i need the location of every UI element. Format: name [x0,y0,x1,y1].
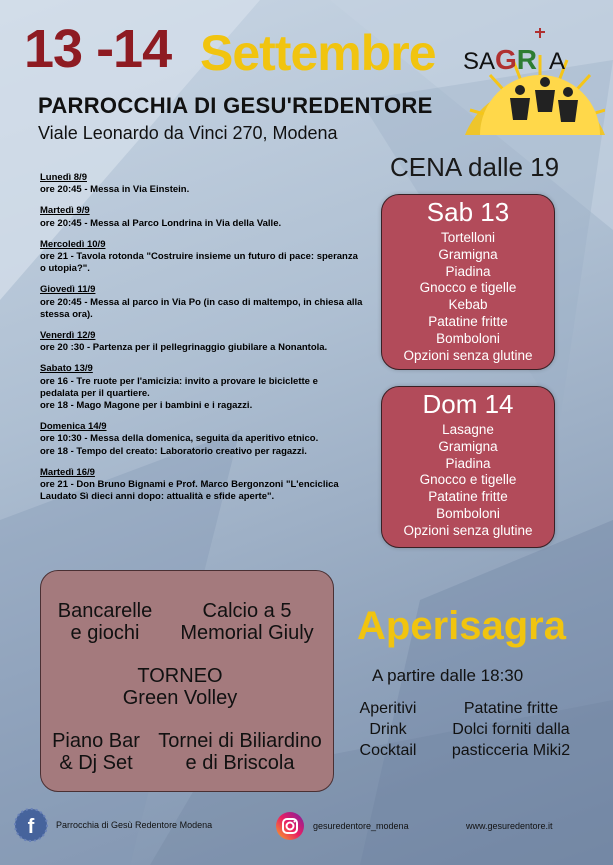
event-day: Mercoledì 10/9 [40,238,106,250]
menu-item: Bomboloni [436,505,500,521]
menu-item: Patatine fritte [428,313,508,329]
event-item [40,363,375,412]
event-day: Martedì 16/9 [40,466,95,478]
logo-a: A [549,48,566,75]
event-item [40,330,375,354]
menu-item: Lasagne [442,422,494,437]
facebook-label: Parrocchia di Gesù Redentore Modena [56,820,213,830]
aperisagra-item: pasticceria Miki2 [451,742,571,759]
event-item [40,172,375,196]
menu-item: Piadina [445,455,491,471]
menu-item: Opzioni senza glutine [403,522,533,538]
event-day: Lunedì 8/9 [40,172,87,183]
menu-item: Piadina [445,263,491,279]
aperisagra-item: Patatine fritte [463,700,559,717]
menu-item: Gnocco e tigelle [419,472,517,488]
cena-title: CENA dalle 19 [390,152,560,182]
activity-line: e di Briscola [185,752,295,774]
event-item [40,467,375,504]
menu-item: Patatine fritte [428,489,508,505]
aperisagra-col-1 [348,698,428,761]
aperisagra-item: Dolci forniti dalla [452,721,570,738]
aperisagra-title: Aperisagra [357,604,566,648]
sagra-logo [455,20,605,135]
menu-item: Opzioni senza glutine [403,347,533,363]
activity-line: Bancarelle [57,600,153,622]
sun-icon [455,20,605,135]
event-item [40,421,375,458]
svg-text:f: f [27,816,35,838]
event-item [40,239,375,276]
aperisagra-item: Cocktail [359,742,417,759]
menu-item: Kebab [448,297,488,313]
logo-g: G [495,44,517,75]
parish-name: PARROCCHIA DI GESU'REDENTORE [38,93,433,118]
logo-sa: SA [463,48,496,75]
aperisagra-item: Drink [369,721,407,738]
menu-item: Gnocco e tigelle [419,280,517,296]
instagram-icon [275,811,305,841]
activity-line: TORNEO [137,665,223,687]
event-line: ore 16 - Tre ruote per l'amicizia: invito a provare le biciclette e [40,375,318,387]
activity-tornei [150,730,330,774]
menu-sab [381,194,555,370]
event-day: Giovedì 11/9 [40,284,96,296]
date-numbers: 13 -14 [24,19,172,79]
event-line: o utopia?". [40,263,90,275]
event-item [40,205,375,229]
event-line: ore 10:30 - Messa della domenica, seguita da aperitivo etnico. [40,433,319,445]
website-link[interactable]: www.gesuredentore.it [466,821,553,831]
menu-dom-title: Dom 14 [422,389,514,419]
events-list [40,172,375,512]
activity-line: & Dj Set [59,752,133,774]
event-line: ore 20 :30 - Partenza per il pellegrinaggio giubilare a Nonantola. [40,342,328,354]
event-item [40,284,375,321]
activity-pianobar [46,730,146,774]
event-line: ore 18 - Mago Magone per i bambini e i ragazzi. [40,400,253,412]
event-day: Venerdì 12/9 [40,330,96,342]
event-line: ore 20:45 - Messa al Parco Londrina in Via della Valle. [40,217,282,229]
event-line: stessa ora). [40,308,93,320]
aperisagra-col-2 [436,698,586,761]
activity-bancarelle [50,600,160,644]
facebook-link[interactable] [14,808,212,842]
activity-line: Memorial Giuly [180,622,314,644]
aperisagra-item: Aperitivi [359,700,417,717]
menu-item: Tortelloni [440,230,496,245]
activity-torneo [110,665,250,709]
event-line: ore 18 - Tempo del creato: Laboratorio creativo per ragazzi. [40,445,307,457]
instagram-label: gesuredentore_modena [313,821,409,831]
event-day: Domenica 14/9 [40,421,107,433]
instagram-link[interactable] [275,810,409,842]
date-month: Settembre [200,25,436,81]
activity-line: Green Volley [122,687,238,709]
aperisagra-subtitle: A partire dalle 18:30 [372,666,524,685]
event-line: ore 21 - Tavola rotonda "Costruire insieme un futuro di pace: speranza [40,251,358,263]
activity-calcio [172,600,322,644]
event-line: pedalata per il quartiere. [40,387,150,399]
event-line: Laudato Sì dieci anni dopo: attualità e sfide aperte". [40,491,275,503]
facebook-icon [14,808,48,842]
menu-item: Gramigna [438,246,498,262]
event-day: Sabato 13/9 [40,363,93,375]
event-line: ore 21 - Don Bruno Bignami e Prof. Marco Bergonzoni "L'enciclica [40,479,339,491]
activity-line: Piano Bar [52,730,140,752]
event-line: ore 20:45 - Messa al parco in Via Po (in caso di maltempo, in chiesa alla [40,296,363,308]
menu-item: Bomboloni [436,330,500,346]
menu-dom [381,386,555,548]
event-day: Martedì 9/9 [40,205,90,217]
menu-sab-title: Sab 13 [426,197,510,227]
event-line: ore 20:45 - Messa in Via Einstein. [40,184,190,196]
activity-line: Calcio a 5 [202,600,292,622]
address: Viale Leonardo da Vinci 270, Modena [38,123,338,143]
logo-r: R [516,44,538,75]
activity-line: Tornei di Biliardino [158,730,322,752]
menu-item: Gramigna [438,438,498,454]
logo-wordmark [463,44,565,76]
activity-line: e giochi [70,622,140,644]
